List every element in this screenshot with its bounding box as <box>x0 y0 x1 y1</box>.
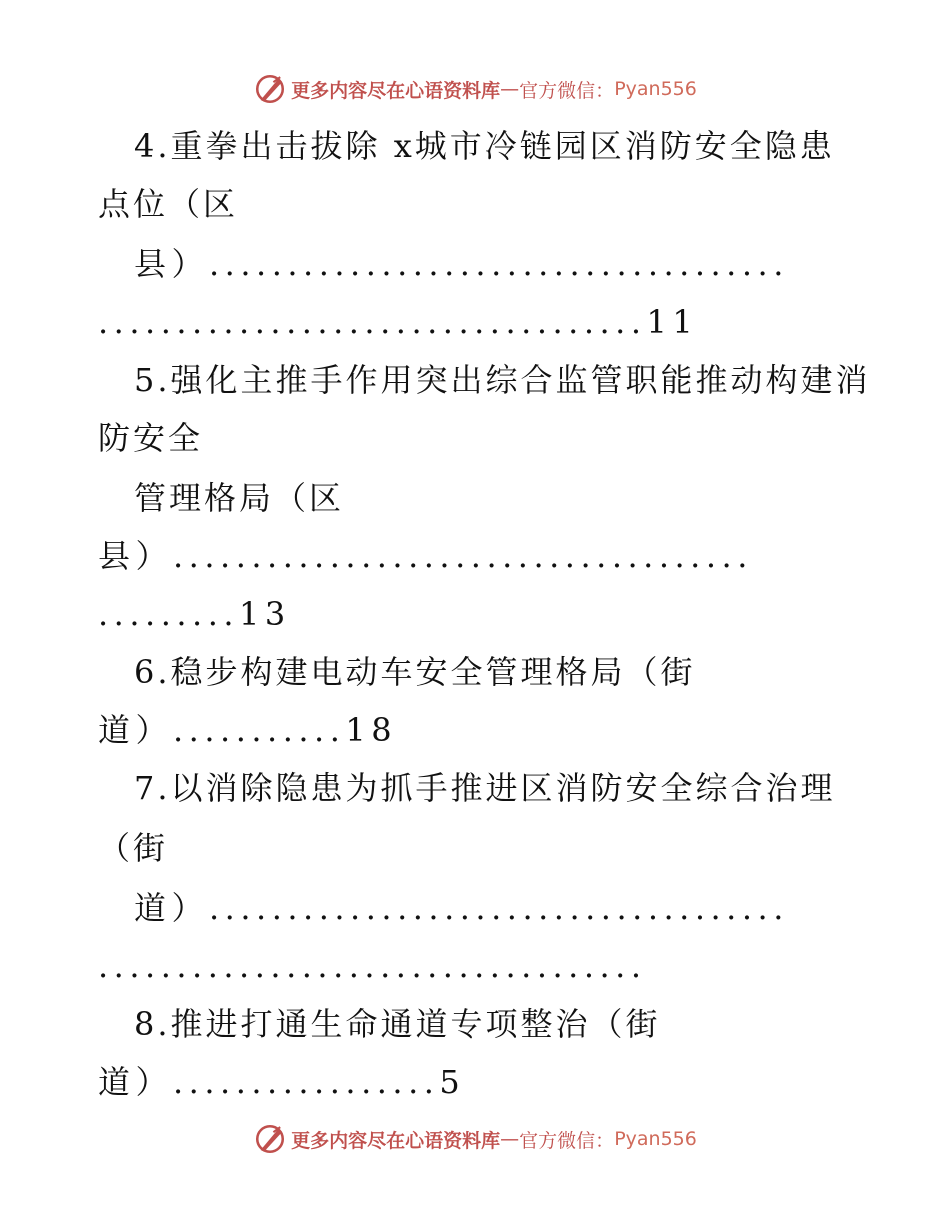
toc-entry-8-line-1: 8.推进打通生命通道专项整治（街 <box>134 1005 661 1043</box>
toc-entry-4-page: ...................................11 <box>98 303 699 341</box>
toc-entry-4-line-1: 4.重拳出击拔除 x城市冷链园区消防安全隐患 <box>134 127 835 165</box>
toc-entry-5-line-3: 管理格局（区 <box>134 479 345 517</box>
toc-entry-6-line-1: 6.稳步构建电动车安全管理格局（街 <box>134 653 696 691</box>
header-watermark <box>0 72 950 106</box>
toc-entry-6-page: 道）...........18 <box>98 711 398 749</box>
toc-entry-7-line-4: ................................... <box>98 947 647 985</box>
toc-entry-7-line-3: 道）..................................... <box>134 889 789 927</box>
watermark-main-text: 更多内容尽在心语资料库 <box>291 1129 501 1152</box>
watermark-separator: — <box>500 1128 520 1150</box>
quill-pen-logo-icon <box>253 72 287 106</box>
toc-entry-5-page: .........13 <box>98 595 291 633</box>
watermark-separator: — <box>500 78 520 100</box>
watermark-official-label: 官方微信： <box>519 1129 615 1152</box>
toc-entry-7-line-2: （街 <box>98 829 169 867</box>
watermark-official-label: 官方微信： <box>519 79 615 102</box>
toc-entry-5-line-4: 县）..................................... <box>98 537 753 575</box>
toc-entry-5-line-1: 5.强化主推手作用突出综合监管职能推动构建消 <box>134 361 871 399</box>
watermark-wechat-id: Pyan556 <box>614 78 697 100</box>
watermark-wechat-id: Pyan556 <box>614 1128 697 1150</box>
toc-entry-4-line-3: 县）..................................... <box>134 245 789 283</box>
toc-entry-5-line-2: 防安全 <box>98 419 204 457</box>
toc-entry-8-page: 道）.................5 <box>98 1063 466 1101</box>
quill-pen-logo-icon <box>253 1122 287 1156</box>
toc-entry-4-line-2: 点位（区 <box>98 185 239 223</box>
footer-watermark <box>0 1122 950 1156</box>
watermark-main-text: 更多内容尽在心语资料库 <box>291 79 501 102</box>
toc-entry-7-line-1: 7.以消除隐患为抓手推进区消防安全综合治理 <box>134 769 836 807</box>
